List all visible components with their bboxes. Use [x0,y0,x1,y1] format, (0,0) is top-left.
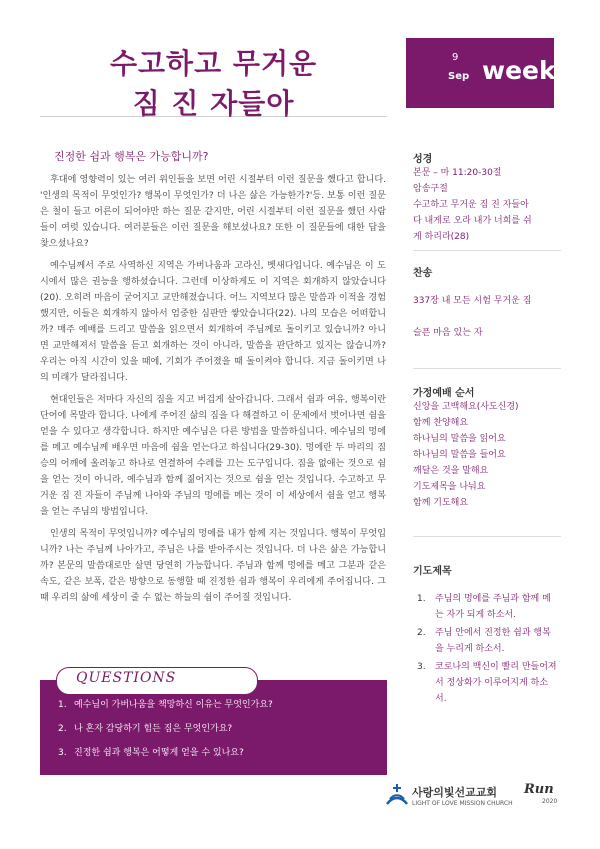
church-name-english: LIGHT OF LOVE MISSION CHURCH [412,800,513,807]
run-year: 2020 [542,798,558,805]
prayer-list [413,591,557,707]
question-number: 3. [58,748,67,758]
question-number: 2. [58,724,67,734]
hymn-title: 찬송 [413,268,433,279]
scripture-line: 다 내게로 오라 내가 너희를 쉬 [413,216,532,226]
worship-title: 가정예배 순서 [413,388,475,399]
worship-step: 기도제목을 나눠요 [413,482,486,492]
worship-step: 함께 기도해요 [413,498,469,508]
church-footer [384,780,564,820]
worship-step: 하나님의 말씀을 들어요 [413,450,506,460]
prayer-text: 주님 안에서 진정한 쉼과 행복을 누리게 하소서. [435,628,551,654]
question-item [58,746,273,770]
scripture-line: 암송구절 [413,184,448,194]
question-number: 1. [58,700,67,710]
prayer-item [413,591,557,623]
paragraph-1: 후대에 영향력이 있는 여러 위인들을 보면 어린 시절부터 이런 질문을 했다고 합니다. '인생의 목적이 무엇인가? 행복이 무엇인가? 더 나은 삶은 가능한가?'등. 보통 이런 질문은 철이 들고 어른이 되어야만 하는 질문 같지만, 어린 시절부터 이런 질문을 했던 사람들이 여럿 있습니다. 여러분들은 이런 질문을 해보셨나요? 또한 이 질문들에 대한 답을 찾으셨나요? [40,175,386,249]
section-subtitle: 진정한 쉼과 행복은 가능합니까? [54,150,209,163]
worship-step: 깨달은 것을 말해요 [413,466,489,476]
paragraph-2: 예수님께서 주로 사역하신 지역은 가버나움과 고라신, 벳새다입니다. 예수님은 이 도시에서 많은 권능을 행하셨습니다. 그런데 이상하게도 이 지역은 회개하지 않았습니다(20). 오히려 마음이 굳어지고 교만해졌습니다. 어느 지역보다 많은 말씀과 이적을 경험했지만, 이들은 회개하지 않아서 엄중한 심판만 쌓았습니다(22). 나의 모습은 어떠합니까? 매주 예배를 드리고 말씀을 읽으면서 회개하여 주님께로 돌이키고 있습니까? 아니면 교만해져서 말씀을 듣고 회개하는 것이 아니라, 말씀을 판단하고 있지는 않습니까? 우리는 아직 시간이 있을 때에, 기회가 주어졌을 때 돌이켜야 합니다. 지금 돌이키면 나의 미래가 달라집니다. [40,261,386,383]
worship-section [413,384,557,511]
worship-step: 신앙을 고백해요(사도신경) [413,402,519,412]
scripture-title: 성경 [413,154,433,165]
paragraph-4: 인생의 목적이 무엇입니까? 예수님의 멍에를 내가 함께 지는 것입니다. 행복이 무엇입니까? 나는 주님께 나아가고, 주님은 나를 받아주시는 것입니다. 더 나은 삶은 가능합니까? 본문의 말씀대로만 살면 당연히 가능합니다. 주님과 함께 멍에를 메고 그분과 같은 속도, 같은 보폭, 같은 방향으로 동행할 때 진정한 쉼과 행복이 우리에게 주어집니다. 그때 우리의 삶에 세상이 줄 수 없는 하늘의 쉼이 주어질 것입니다. [40,529,386,603]
divider [413,536,561,537]
page-title-line-1: 수고하고 무거운 [109,47,318,80]
hymn-line: 슬픈 마음 있는 자 [413,328,483,338]
hymn-section [413,264,557,341]
church-name: 사랑의빛선교교회 [412,786,498,799]
question-item [58,698,273,722]
prayer-text: 코로나의 백신이 빨리 만들어져서 정상화가 이루어지게 하소서. [435,662,557,704]
hymn-line [413,309,557,325]
prayer-number: 2. [417,628,426,638]
worship-step: 함께 찬양해요 [413,418,469,428]
scripture-section [413,150,557,245]
week-day: 9 [452,52,459,63]
question-text: 진정한 쉼과 행복은 어떻게 얻을 수 있나요? [74,748,244,758]
prayer-text: 주님의 멍에를 주님과 함께 메는 자가 되게 하소서. [435,594,551,620]
title-area [40,34,387,120]
prayer-item [413,659,557,707]
questions-box [40,670,387,775]
questions-list [58,698,273,770]
question-text: 나 혼자 감당하기 힘든 짐은 무엇인가요? [74,724,233,734]
hymn-line: 337장 내 모든 시험 무거운 짐 [413,296,532,306]
questions-title: QUESTIONS [76,670,177,686]
prayer-section [413,562,557,709]
prayer-number: 3. [417,662,426,672]
page-title-line-2: 짐 진 자들아 [132,87,295,120]
week-badge [406,38,574,108]
worship-step: 하나님의 말씀을 읽어요 [413,434,506,444]
prayer-item [413,625,557,657]
question-item [58,722,273,746]
run-logo: Run [524,782,554,797]
prayer-title: 기도제목 [413,566,452,577]
paragraph-3: 현대인들은 저마다 자신의 짐을 지고 버겁게 살아갑니다. 그래서 쉼과 여유, 행복이란 단어에 목말라 합니다. 나에게 주어진 삶의 짐을 다 해결하고 이 문제에서 벗어나면 쉼을 얻을 수 있다고 생각합니다. 하지만 예수님은 다른 방법을 말씀하십니다. 예수님의 멍에를 메고 예수님께 배우면 마음에 쉼을 얻는다고 하십니다(29-30). 멍에란 두 마리의 짐승의 어깨에 올려놓고 하나로 연결하여 수레를 끄는 도구입니다. 짐을 없애는 것으로 쉼을 얻는 것이 아니라, 예수님과 함께 짊어지는 것으로 쉼을 얻는 것입니다. 수고하고 무거운 짐 진 자들이 주님께 나아와 주님의 멍에를 메는 것이 이 세상에서 쉼을 얻고 행복을 얻는 주님의 방법입니다. [40,395,386,517]
scripture-line: 수고하고 무거운 짐 진 자들아 [413,200,529,210]
scripture-line: 본문 – 마 11:20-30절 [413,168,502,178]
main-content [40,150,386,612]
prayer-number: 1. [417,594,426,604]
question-text: 예수님이 가버나움을 책망하신 이유는 무엇인가요? [74,700,273,710]
week-label: week4 [482,56,574,85]
church-logo-icon [384,782,410,808]
divider [413,368,561,369]
scripture-line: 게 하리라(28) [413,232,470,242]
week-month: Sep [448,71,470,82]
divider [413,250,561,251]
